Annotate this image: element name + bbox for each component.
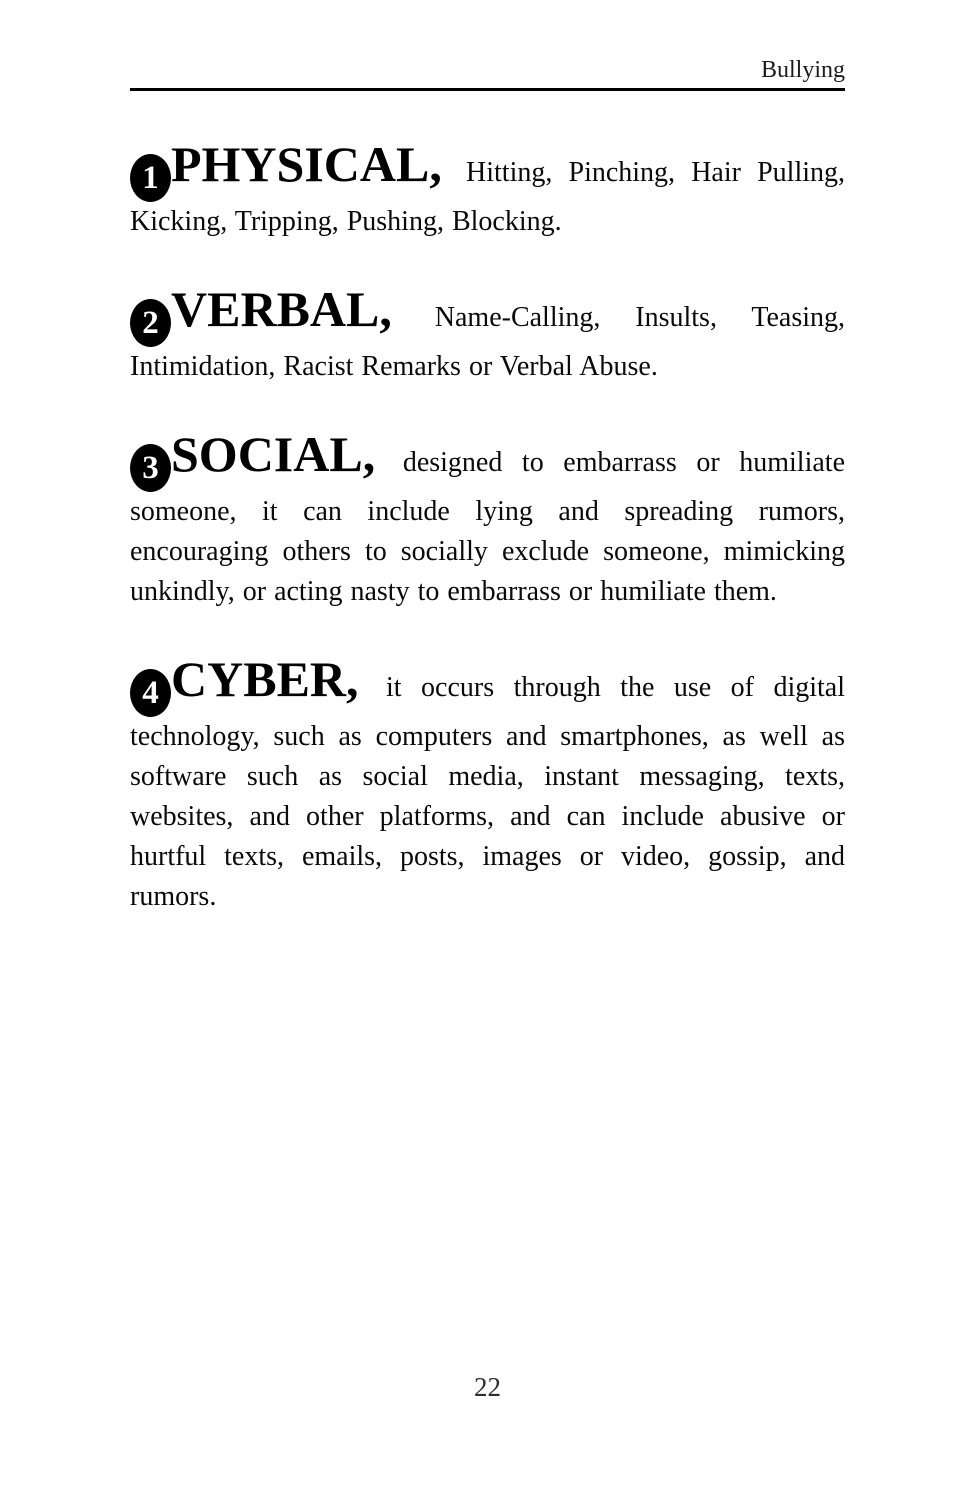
running-header: [130, 56, 845, 84]
circled-number-1-icon: [130, 154, 171, 202]
section-body-verbal: Name-Calling, Insults, Teasing, Intimidation, Racist Remarks or Verbal Abuse.: [130, 302, 845, 382]
section-social: [130, 426, 846, 612]
section-title-cyber: CYBER,: [171, 651, 359, 707]
badge-digit: 3: [142, 450, 159, 486]
page-content: [130, 136, 846, 917]
section-title-social: SOCIAL,: [171, 426, 376, 482]
section-body-cyber: it occurs through the use of digital technology, such as computers and smartphones, as well as software such as social media, instant messaging, texts, websites, and other platforms, and can include abusive or hurtful texts, emails, posts, images or video, gossip, and rumors.: [130, 672, 846, 912]
badge-digit: 1: [142, 160, 159, 196]
section-body-social: designed to embarrass or humiliate someone, it can include lying and spreading rumors, encouraging others to socially exclude someone, mimicking unkindly, or acting nasty to embarrass or humiliate them.: [130, 447, 846, 607]
running-header-title: Bullying: [760, 57, 845, 83]
badge-digit: 2: [142, 305, 159, 341]
badge-digit: 4: [142, 675, 159, 711]
circled-number-2-icon: [130, 299, 171, 347]
section-body-physical: Hitting, Pinching, Hair Pulling, Kicking, Tripping, Pushing, Blocking.: [130, 157, 845, 237]
section-verbal: [130, 281, 845, 387]
page-number: 22: [474, 1372, 501, 1402]
section-cyber: [130, 651, 846, 917]
circled-number-4-icon: [130, 669, 171, 717]
section-physical: [130, 136, 845, 242]
section-title-physical: PHYSICAL,: [171, 136, 442, 192]
header-rule: [130, 88, 845, 91]
section-title-verbal: VERBAL,: [171, 281, 392, 337]
circled-number-3-icon: [130, 444, 171, 492]
